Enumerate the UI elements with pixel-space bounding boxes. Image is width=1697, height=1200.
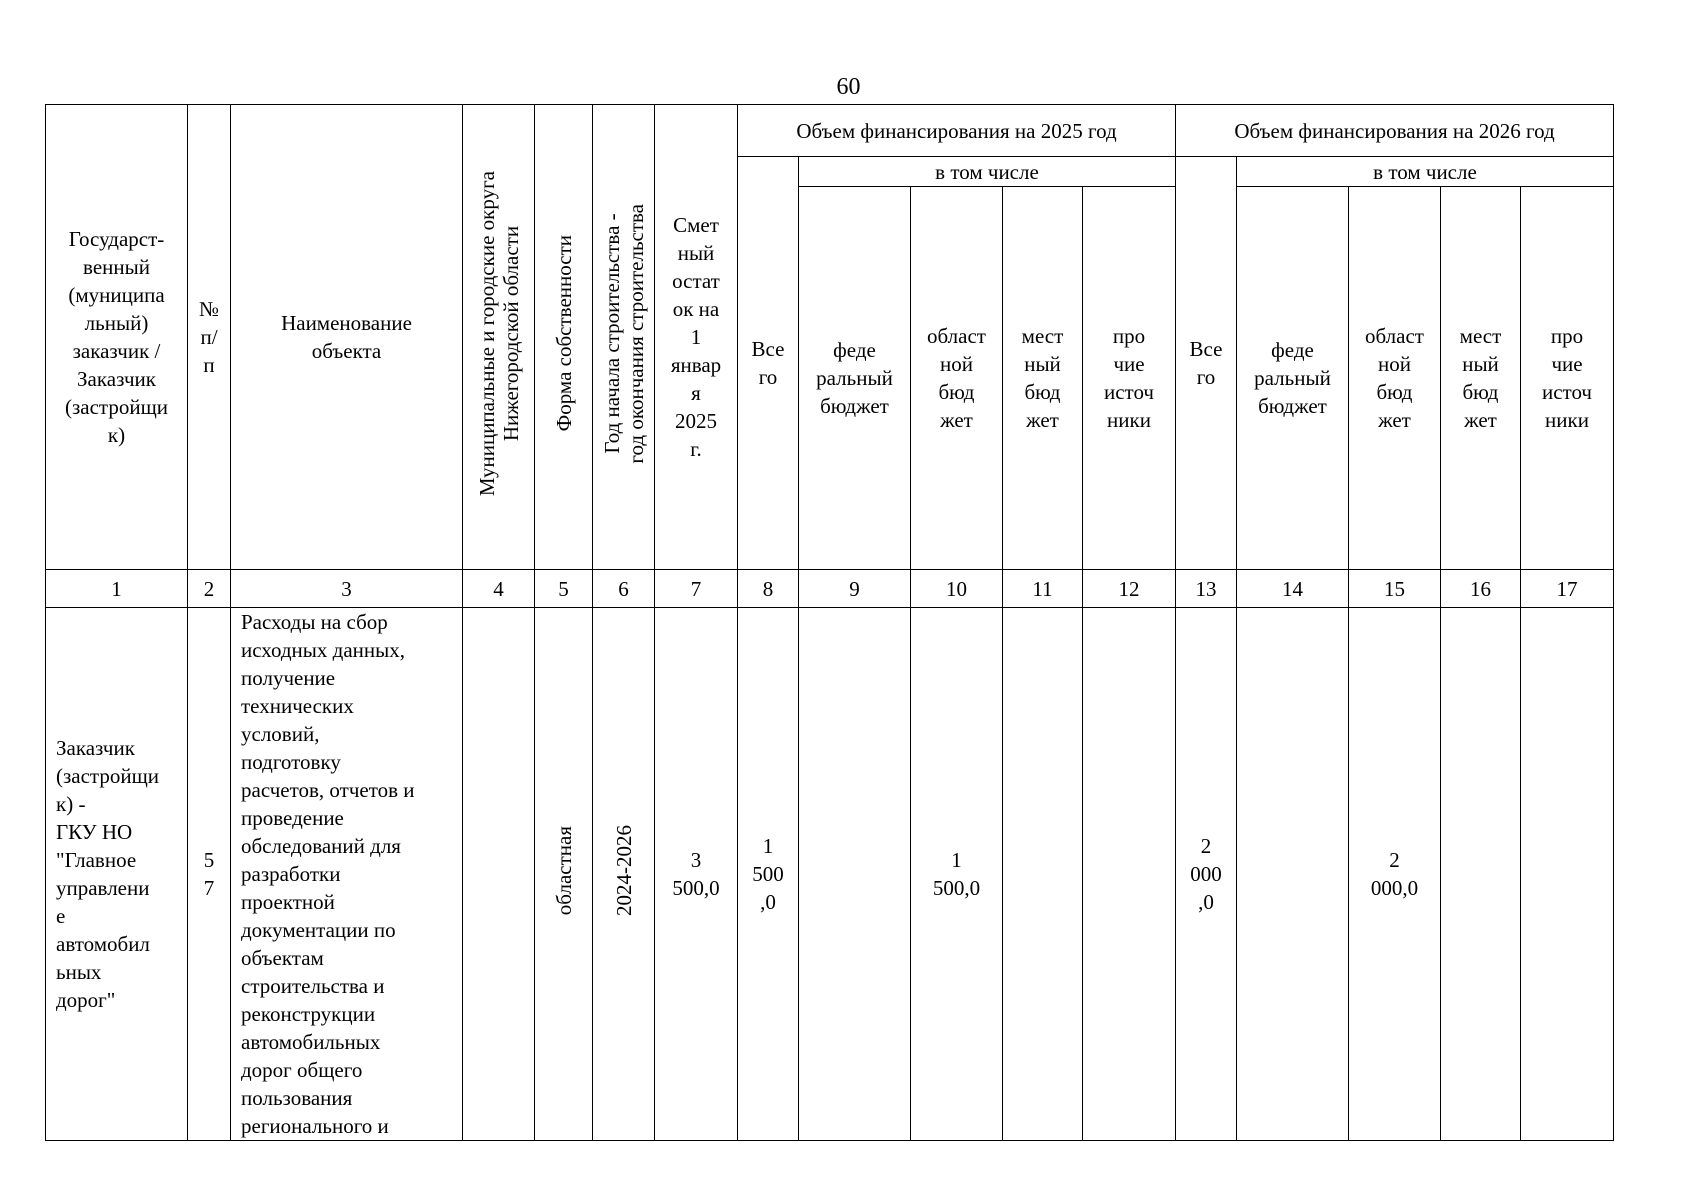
cell-regional-2025: 1 500,0 xyxy=(911,608,1003,1141)
header-row-number: № п/ п xyxy=(188,105,231,570)
column-number: 17 xyxy=(1521,570,1614,608)
header-other-2026: про чие источ ники xyxy=(1521,187,1614,570)
header-estimate-balance: Смет ный остат ок на 1 январ я 2025 г. xyxy=(655,105,738,570)
header-funding-2026: Объем финансирования на 2026 год xyxy=(1176,105,1614,157)
cell-municipal-district xyxy=(463,608,535,1141)
cell-row-number: 5 7 xyxy=(188,608,231,1141)
cell-estimate-balance: 3 500,0 xyxy=(655,608,738,1141)
column-number: 15 xyxy=(1349,570,1441,608)
cell-ownership-form xyxy=(535,608,593,1141)
column-number: 11 xyxy=(1003,570,1083,608)
page-number: 60 xyxy=(836,74,861,100)
header-total-2026: Все го xyxy=(1176,157,1237,570)
header-object-name: Наименование объекта xyxy=(231,105,463,570)
cell-ownership-form-text: областная xyxy=(551,825,576,916)
header-ownership-form xyxy=(535,105,593,570)
column-number: 1 xyxy=(46,570,188,608)
column-number: 2 xyxy=(188,570,231,608)
cell-total-2025: 1 500 ,0 xyxy=(738,608,799,1141)
header-municipal-district-text: Муниципальные и городские округа Нижегородской области xyxy=(474,170,523,497)
cell-object-name: Расходы на сбор исходных данных, получение технических условий, подготовку расчетов, отчетов и проведение обследований для разработки проектной документации по объектам строительства и реконструкции автомобильных дорог общего пользования регионального и xyxy=(231,608,463,1141)
header-ownership-form-text: Форма собственности xyxy=(551,235,576,432)
cell-construction-years-text: 2024-2026 xyxy=(611,825,636,916)
cell-construction-years xyxy=(593,608,655,1141)
column-number: 4 xyxy=(463,570,535,608)
cell-local-2026 xyxy=(1441,608,1521,1141)
header-local-2025: мест ный бюд жет xyxy=(1003,187,1083,570)
column-number: 13 xyxy=(1176,570,1237,608)
header-customer: Государст- венный (муниципа льный) заказчик / Заказчик (застройщи к) xyxy=(46,105,188,570)
cell-other-2025 xyxy=(1083,608,1176,1141)
column-number: 9 xyxy=(799,570,911,608)
header-construction-years xyxy=(593,105,655,570)
header-funding-2025: Объем финансирования на 2025 год xyxy=(738,105,1176,157)
header-federal-2025: феде ральный бюджет xyxy=(799,187,911,570)
funding-table xyxy=(45,104,1614,1141)
column-number: 5 xyxy=(535,570,593,608)
cell-federal-2025 xyxy=(799,608,911,1141)
column-number: 3 xyxy=(231,570,463,608)
cell-total-2026: 2 000 ,0 xyxy=(1176,608,1237,1141)
cell-federal-2026 xyxy=(1237,608,1349,1141)
cell-regional-2026: 2 000,0 xyxy=(1349,608,1441,1141)
column-number: 16 xyxy=(1441,570,1521,608)
header-regional-2026: област ной бюд жет xyxy=(1349,187,1441,570)
cell-local-2025 xyxy=(1003,608,1083,1141)
header-construction-years-text: Год начала строительства - год окончания строительства xyxy=(599,203,648,464)
header-including-2026: в том числе xyxy=(1237,157,1614,187)
column-number: 12 xyxy=(1083,570,1176,608)
column-number: 8 xyxy=(738,570,799,608)
cell-customer: Заказчик (застройщи к) - ГКУ НО "Главное управлени е автомобил ьных дорог" xyxy=(46,608,188,1141)
header-local-2026: мест ный бюд жет xyxy=(1441,187,1521,570)
cell-other-2026 xyxy=(1521,608,1614,1141)
header-including-2025: в том числе xyxy=(799,157,1176,187)
header-regional-2025: област ной бюд жет xyxy=(911,187,1003,570)
column-number: 14 xyxy=(1237,570,1349,608)
header-municipal-district xyxy=(463,105,535,570)
header-total-2025: Все го xyxy=(738,157,799,570)
column-number: 7 xyxy=(655,570,738,608)
header-other-2025: про чие источ ники xyxy=(1083,187,1176,570)
column-number: 10 xyxy=(911,570,1003,608)
column-number: 6 xyxy=(593,570,655,608)
header-federal-2026: феде ральный бюджет xyxy=(1237,187,1349,570)
